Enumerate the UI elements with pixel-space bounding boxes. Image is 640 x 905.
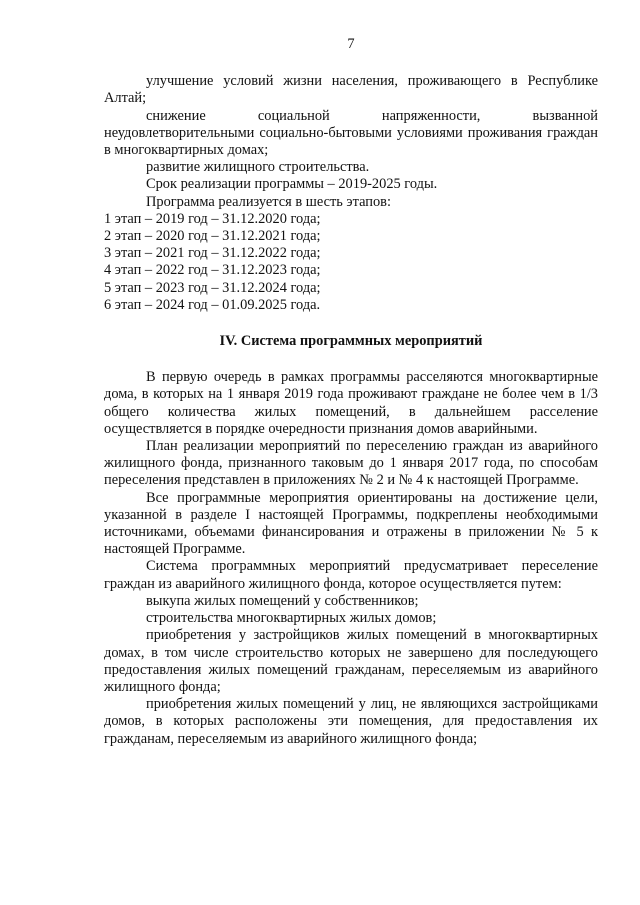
stage-item: 6 этап – 2024 год – 01.09.2025 года. bbox=[104, 296, 321, 313]
body-paragraph-1: В первую очередь в рамках программы расселяются многоквартирные дома, в которых на 1 января 2019 года проживают граждане не более чем в 1/3 общего количества жилых помещений, в дальнейшем расселение осуществляется в порядке очередности признания домов аварийными. bbox=[104, 369, 598, 437]
page-number: 7 bbox=[347, 36, 355, 52]
stage-item: 1 этап – 2019 год – 31.12.2020 года; bbox=[104, 210, 321, 227]
method-item-non-developers: приобретения жилых помещений у лиц, не являющихся застройщиками домов, в которых расположены эти помещения, для предоставления их гражданам, переселяемым из аварийного жилищного фонда; bbox=[104, 696, 598, 747]
stage-item: 3 этап – 2021 год – 31.12.2022 года; bbox=[104, 245, 321, 262]
stage-item: 4 этап – 2022 год – 31.12.2023 года; bbox=[104, 262, 321, 279]
intro-paragraph-1: улучшение условий жизни населения, проживающего в Республике Алтай; bbox=[104, 73, 598, 107]
method-item-construction: строительства многоквартирных жилых домов; bbox=[146, 610, 437, 627]
program-period: Срок реализации программы – 2019-2025 годы. bbox=[146, 176, 438, 193]
method-item-developers: приобретения у застройщиков жилых помещений в многоквартирных домах, в том числе строительство которых не завершено для последующего предоставления жилых помещений гражданам, переселяемым из аварийного жилищного фонда; bbox=[104, 627, 598, 695]
body-paragraph-3: Все программные мероприятия ориентированы на достижение цели, указанной в разделе I настоящей Программы, подкреплены необходимыми источниками, объемами финансирования и отражены в приложении № 5 к настоящей Программе. bbox=[104, 489, 598, 558]
stage-item: 5 этап – 2023 год – 31.12.2024 года; bbox=[104, 279, 321, 296]
section-title: IV. Система программных мероприятий bbox=[219, 333, 483, 350]
stages-intro: Программа реализуется в шесть этапов: bbox=[146, 193, 391, 210]
method-item-buyout: выкупа жилых помещений у собственников; bbox=[146, 592, 419, 609]
stages-list bbox=[104, 211, 598, 314]
stage-item: 2 этап – 2020 год – 31.12.2021 года; bbox=[104, 228, 321, 245]
body-paragraph-2: План реализации мероприятий по переселению граждан из аварийного жилищного фонда, признанного таковым до 1 января 2017 года, по способам переселения представлен в приложениях № 2 и № 4 к настоящей Программе. bbox=[104, 438, 598, 489]
intro-paragraph-3: развитие жилищного строительства. bbox=[146, 159, 370, 176]
body-paragraph-4: Система программных мероприятий предусматривает переселение граждан из аварийного жилищного фонда, которое осуществляется путем: bbox=[104, 558, 598, 592]
intro-paragraph-2: снижение социальной напряженности, вызванной неудовлетворительными социально-бытовыми условиями проживания граждан в многоквартирных домах; bbox=[104, 107, 598, 159]
